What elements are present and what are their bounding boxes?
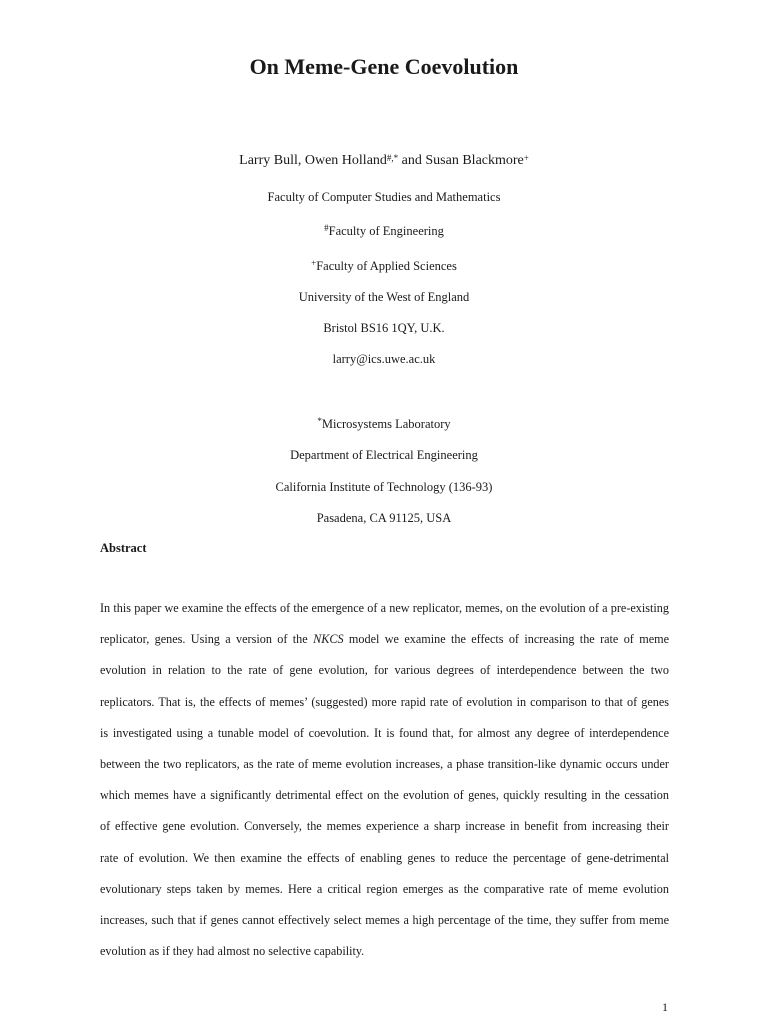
author-joiner: and [398,153,426,168]
affiliation-mark: + [523,153,529,163]
affiliation-mark: * [317,416,322,426]
abstract-line: is investigated using a tunable model of coevolution. It is found that, for almost any degree of interdependence [100,725,669,740]
author-name: Susan Blackmore [425,153,524,168]
abstract-line: evolution in relation to the rate of gene evolution, for various degrees of interdependence between the two [100,663,669,678]
page-number: 1 [662,1000,668,1014]
affiliation-line: University of the West of England [298,290,470,304]
abstract-line: replicator, genes. Using a version of the NKCS model we examine the effects of increasing the rate of meme [100,632,669,647]
author-email: larry@ics.uwe.ac.uk [332,352,436,366]
author-name: Owen Holland [304,153,387,168]
abstract-line: replicators. That is, the effects of memes’ (suggested) more rapid rate of evolution in comparison to that of genes [100,694,669,709]
author-list [0,152,768,170]
affiliation-line: #Faculty of Engineering [324,223,444,238]
model-name: NKCS [313,632,344,647]
abstract-line: increases, such that if genes cannot effectively select memes a high percentage of the time, they suffer from meme [100,912,669,927]
paper-title: On Meme-Gene Coevolution [249,54,519,79]
affiliation-line: *Microsystems Laboratory [317,416,451,431]
affiliation-mark: #,* [386,153,399,163]
affiliation-line: Pasadena, CA 91125, USA [316,511,452,525]
affiliation-line: Bristol BS16 1QY, U.K. [323,321,445,335]
affiliation-line: California Institute of Technology (136-93) [275,480,493,494]
abstract-line: In this paper we examine the effects of the emergence of a new replicator, memes, on the evolution of a pre-existing [100,601,669,615]
affiliation-mark: # [324,223,329,233]
author-name: Larry Bull, [239,153,305,168]
abstract-line: evolutionary steps taken by memes. Here a critical region emerges as the comparative rate of meme evolution [100,881,669,896]
affiliation-line: +Faculty of Applied Sciences [311,258,457,273]
affiliation-mark: + [311,258,317,268]
affiliation-line: Department of Electrical Engineering [290,448,478,462]
abstract-line: of effective gene evolution. Conversely, the memes experience a sharp increase in benefit from increasing their [100,819,669,834]
abstract-line: rate of evolution. We then examine the effects of enabling genes to reduce the percentage of gene-detrimental [100,850,669,865]
affiliation-line: Faculty of Computer Studies and Mathematics [267,190,501,204]
abstract-line: between the two replicators, as the rate of meme evolution increases, a phase transition-like dynamic occurs under [100,756,669,771]
abstract-body [100,600,669,974]
abstract-line: which memes have a significantly detrimental effect on the evolution of genes, quickly resulting in the cessation [100,788,669,803]
abstract-line: evolution as if they had almost no selective capability. [100,944,365,959]
abstract-heading: Abstract [100,541,147,555]
